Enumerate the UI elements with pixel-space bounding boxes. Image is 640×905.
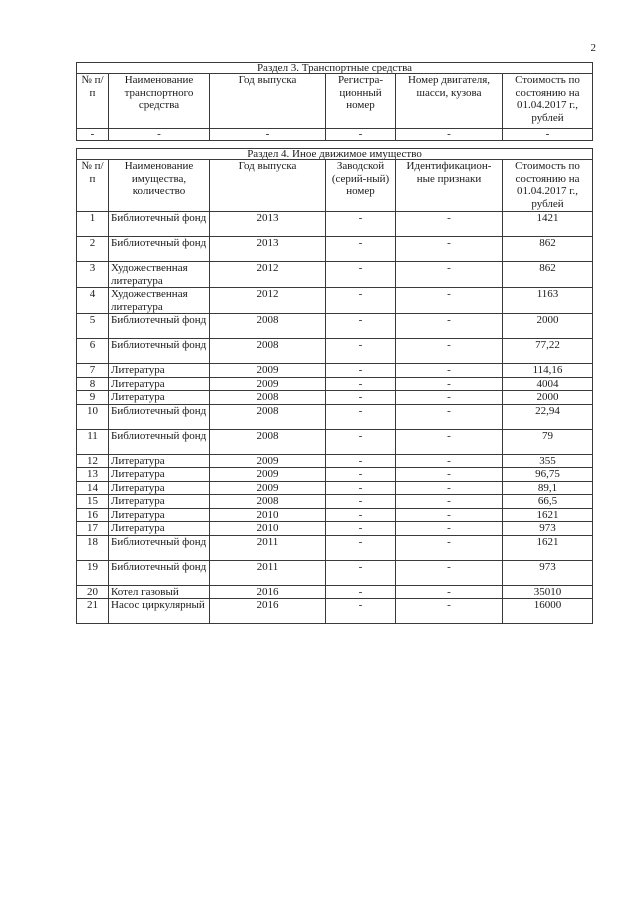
table-row — [77, 339, 593, 364]
table-row — [77, 364, 593, 378]
cell-number: 19 — [77, 560, 109, 585]
cell-year: 2013 — [210, 237, 326, 262]
cell-name: Библиотечный фонд — [109, 339, 210, 364]
cell-serial: - — [326, 454, 396, 468]
table-row — [77, 288, 593, 314]
cell-year: 2010 — [210, 522, 326, 536]
cell-number: 9 — [77, 391, 109, 405]
cell-year: 2009 — [210, 481, 326, 495]
cell-year: 2012 — [210, 262, 326, 288]
cell-cost: 114,16 — [503, 364, 593, 378]
cell-name: - — [109, 129, 210, 141]
table-row — [77, 129, 593, 141]
other-property-table — [76, 148, 593, 624]
page-number: 2 — [590, 42, 596, 54]
cell-cost: 2000 — [503, 391, 593, 405]
cell-serial: - — [326, 314, 396, 339]
cell-ident: - — [396, 468, 503, 482]
cell-cost: 862 — [503, 237, 593, 262]
cell-ident: - — [396, 314, 503, 339]
col-header-name: Наименование транспортного средства — [109, 74, 210, 129]
cell-number: 15 — [77, 495, 109, 509]
col-header-name: Наименование имущества, количество — [109, 160, 210, 212]
cell-number: 4 — [77, 288, 109, 314]
cell-serial: - — [326, 377, 396, 391]
cell-ident: - — [396, 212, 503, 237]
cell-name: Насос циркулярный — [109, 599, 210, 624]
col-header-serial: Заводской (серий-ный) номер — [326, 160, 396, 212]
cell-name: Литература — [109, 481, 210, 495]
table-row — [77, 599, 593, 624]
cell-cost: 1421 — [503, 212, 593, 237]
cell-cost: 355 — [503, 454, 593, 468]
cell-ident: - — [396, 495, 503, 509]
cell-name: Литература — [109, 391, 210, 405]
cell-name: Библиотечный фонд — [109, 429, 210, 454]
cell-ident: - — [396, 481, 503, 495]
header-row — [77, 74, 593, 129]
cell-number: 12 — [77, 454, 109, 468]
cell-cost: - — [503, 129, 593, 141]
cell-engine-number: - — [396, 129, 503, 141]
table-row — [77, 535, 593, 560]
cell-ident: - — [396, 288, 503, 314]
cell-cost: 77,22 — [503, 339, 593, 364]
cell-name: Библиотечный фонд — [109, 535, 210, 560]
cell-cost: 2000 — [503, 314, 593, 339]
table-row — [77, 560, 593, 585]
section3-title: Раздел 3. Транспортные средства — [77, 63, 593, 74]
cell-name: Библиотечный фонд — [109, 314, 210, 339]
cell-cost: 973 — [503, 522, 593, 536]
cell-name: Литература — [109, 495, 210, 509]
cell-number: 21 — [77, 599, 109, 624]
cell-number: - — [77, 129, 109, 141]
cell-number: 18 — [77, 535, 109, 560]
cell-number: 7 — [77, 364, 109, 378]
col-header-ident: Идентификацион-ные признаки — [396, 160, 503, 212]
table-row — [77, 585, 593, 599]
cell-cost: 79 — [503, 429, 593, 454]
header-row — [77, 160, 593, 212]
cell-reg-number: - — [326, 129, 396, 141]
cell-year: 2008 — [210, 495, 326, 509]
table-row — [77, 212, 593, 237]
cell-ident: - — [396, 522, 503, 536]
cell-cost: 4004 — [503, 377, 593, 391]
cell-number: 3 — [77, 262, 109, 288]
cell-ident: - — [396, 599, 503, 624]
cell-year: 2011 — [210, 535, 326, 560]
col-header-cost: Стоимость по состоянию на 01.04.2017 г., рублей — [503, 74, 593, 129]
cell-serial: - — [326, 212, 396, 237]
cell-year: 2016 — [210, 599, 326, 624]
table-row — [77, 508, 593, 522]
cell-serial: - — [326, 585, 396, 599]
cell-year: 2011 — [210, 560, 326, 585]
cell-ident: - — [396, 508, 503, 522]
cell-serial: - — [326, 495, 396, 509]
col-header-number: № п/п — [77, 160, 109, 212]
cell-number: 8 — [77, 377, 109, 391]
table-row — [77, 481, 593, 495]
cell-ident: - — [396, 585, 503, 599]
cell-year: 2008 — [210, 339, 326, 364]
cell-number: 6 — [77, 339, 109, 364]
table-row — [77, 314, 593, 339]
cell-cost: 1621 — [503, 508, 593, 522]
cell-year: 2009 — [210, 454, 326, 468]
cell-name: Художественная литература — [109, 262, 210, 288]
cell-number: 2 — [77, 237, 109, 262]
cell-ident: - — [396, 391, 503, 405]
table-row — [77, 468, 593, 482]
col-header-number: № п/п — [77, 74, 109, 129]
cell-ident: - — [396, 339, 503, 364]
col-header-year: Год выпуска — [210, 160, 326, 212]
cell-serial: - — [326, 560, 396, 585]
col-header-reg-number: Регистра-ционный номер — [326, 74, 396, 129]
cell-serial: - — [326, 508, 396, 522]
cell-number: 20 — [77, 585, 109, 599]
cell-name: Библиотечный фонд — [109, 212, 210, 237]
cell-serial: - — [326, 535, 396, 560]
cell-year: 2008 — [210, 404, 326, 429]
col-header-year: Год выпуска — [210, 74, 326, 129]
cell-cost: 16000 — [503, 599, 593, 624]
cell-number: 10 — [77, 404, 109, 429]
cell-ident: - — [396, 560, 503, 585]
cell-ident: - — [396, 364, 503, 378]
cell-ident: - — [396, 535, 503, 560]
cell-year: 2012 — [210, 288, 326, 314]
col-header-engine-number: Номер двигателя, шасси, кузова — [396, 74, 503, 129]
cell-serial: - — [326, 468, 396, 482]
cell-serial: - — [326, 237, 396, 262]
cell-cost: 35010 — [503, 585, 593, 599]
cell-name: Библиотечный фонд — [109, 404, 210, 429]
cell-number: 14 — [77, 481, 109, 495]
table-row — [77, 391, 593, 405]
cell-year: 2016 — [210, 585, 326, 599]
cell-name: Котел газовый — [109, 585, 210, 599]
table-row — [77, 262, 593, 288]
col-header-cost: Стоимость по состоянию на 01.04.2017 г., рублей — [503, 160, 593, 212]
cell-serial: - — [326, 288, 396, 314]
cell-number: 1 — [77, 212, 109, 237]
table-row — [77, 429, 593, 454]
cell-ident: - — [396, 237, 503, 262]
cell-name: Литература — [109, 522, 210, 536]
table-row — [77, 377, 593, 391]
cell-name: Библиотечный фонд — [109, 560, 210, 585]
cell-name: Литература — [109, 454, 210, 468]
cell-serial: - — [326, 262, 396, 288]
section-title-row — [77, 63, 593, 74]
cell-name: Художественная литература — [109, 288, 210, 314]
table-row — [77, 404, 593, 429]
cell-year: 2009 — [210, 468, 326, 482]
cell-ident: - — [396, 262, 503, 288]
cell-ident: - — [396, 404, 503, 429]
cell-cost: 96,75 — [503, 468, 593, 482]
cell-serial: - — [326, 481, 396, 495]
cell-year: 2009 — [210, 377, 326, 391]
transport-table — [76, 62, 593, 141]
cell-name: Литература — [109, 468, 210, 482]
cell-name: Литература — [109, 377, 210, 391]
cell-cost: 66,5 — [503, 495, 593, 509]
cell-serial: - — [326, 339, 396, 364]
cell-name: Библиотечный фонд — [109, 237, 210, 262]
cell-year: 2009 — [210, 364, 326, 378]
cell-serial: - — [326, 429, 396, 454]
cell-cost: 1621 — [503, 535, 593, 560]
cell-serial: - — [326, 522, 396, 536]
cell-year: - — [210, 129, 326, 141]
cell-year: 2008 — [210, 314, 326, 339]
cell-year: 2008 — [210, 429, 326, 454]
table-row — [77, 237, 593, 262]
cell-cost: 862 — [503, 262, 593, 288]
cell-year: 2010 — [210, 508, 326, 522]
cell-ident: - — [396, 454, 503, 468]
cell-name: Литература — [109, 508, 210, 522]
cell-cost: 22,94 — [503, 404, 593, 429]
cell-cost: 89,1 — [503, 481, 593, 495]
cell-name: Литература — [109, 364, 210, 378]
cell-year: 2008 — [210, 391, 326, 405]
cell-serial: - — [326, 404, 396, 429]
cell-number: 5 — [77, 314, 109, 339]
cell-number: 17 — [77, 522, 109, 536]
table-row — [77, 454, 593, 468]
cell-cost: 973 — [503, 560, 593, 585]
cell-serial: - — [326, 364, 396, 378]
cell-serial: - — [326, 599, 396, 624]
section-title-row — [77, 149, 593, 160]
cell-ident: - — [396, 429, 503, 454]
cell-number: 11 — [77, 429, 109, 454]
section4-title: Раздел 4. Иное движимое имущество — [77, 149, 593, 160]
cell-number: 16 — [77, 508, 109, 522]
cell-ident: - — [396, 377, 503, 391]
table-row — [77, 495, 593, 509]
table-row — [77, 522, 593, 536]
cell-serial: - — [326, 391, 396, 405]
cell-year: 2013 — [210, 212, 326, 237]
cell-cost: 1163 — [503, 288, 593, 314]
cell-number: 13 — [77, 468, 109, 482]
